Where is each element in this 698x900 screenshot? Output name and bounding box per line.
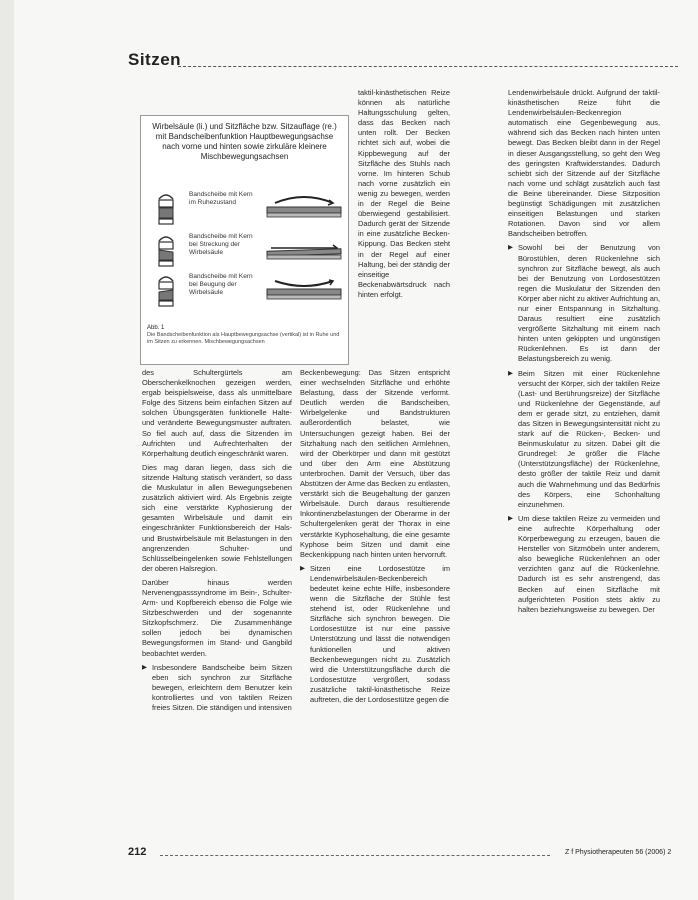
heading-rule xyxy=(178,66,678,67)
figure-row-desc: Bandscheibe mit Kern bei Streckung der Wirbelsäule xyxy=(189,233,253,256)
footer-source: Z f Physiotherapeuten 56 (2006) 2 xyxy=(565,849,672,856)
seat-surface-icon xyxy=(265,193,343,219)
figure-box xyxy=(140,115,349,365)
bullet-paragraph: ▶ Beim Sitzen mit einer Rückenlehne versucht der Körper, sich der taktilen Reize (Last- und Berührungsreize) der Sitzfläche und Rückenlehne der Gegenstände, auf dem er gerade sitzt, zu entziehen, damit das Sitzen in Bewegungsintensität nicht zu stark auf die Rücken-, Becken- und Beinmuskulatur zu sitzen. Dabei gilt die Grundregel: Je größer die Fläche (Unterstützungsfläche) der Rückenlehne, desto größer der taktile Reiz und damit auch die Wahrnehmung und das Bedürfnis des Körpers, eine Schonhaltung einzunehmen. xyxy=(508,369,660,510)
seat-surface-icon xyxy=(265,235,343,261)
figure-note: Die Bandscheibenfunktion als Hauptbewegungsachse (vertikal) ist in Ruhe und im Sitzen zu erkennen. Mischbewegungsachsen xyxy=(147,332,340,345)
spine-icon xyxy=(155,233,177,267)
figure-row-desc: Bandscheibe mit Kern im Ruhezustand xyxy=(189,191,253,206)
paragraph: Beckenbewegung: Das Sitzen entspricht einer wechselnden Sitzfläche und erhöhte Belastung, dass der Sitzende verformt. Deutlich werden die Bandscheiben, Wirbelgelenke und Bandstrukturen außerordentlich belastet, wie Untersuchungen gezeigt haben. Bei der Sitzhaltung nach den seitlichen Armlehnen, wird der Oberkörper und dann mit gestützt und über den Arm eine Abstützung unterbrochen. Damit der Versuch, über das Abstützen der Arme das Becken zu entlasten, verstärkt sich die Beugehaltung der ganzen Wirbelsäule. Durch daraus resultierende Inkontinenzbelastungen der Oberarme in der Schultergelenken gerät der Thorax in eine verstärkte Kyphosehaltung, die eine gesamte Kyphose beim Sitzen und damit eine Beckenkippung nach hinten unten hervorruft. xyxy=(300,368,450,559)
paragraph: Lendenwirbelsäule drückt. Aufgrund der taktil-kinästhetischen Reize führt die Lendenwirbelsäulen-Beckenregion automatisch eine Gegenbewegung aus, während sich das Becken nach hinten unten bewegt. Das Becken bleibt dann in der Regel in dieser Ausgangsstellung, so geht den Weg des geringsten Kraftwiderstandes. Dadurch schiebt sich der Sitzende auf der Sitzfläche nach vorne und schlägt zusätzlich auch fast die Beine übereinander. Diese Sitzposition begünstigt Schädigungen mit zusätzlichen einseitigen Belastungen und starken Rotationen. Davon sind vor allem Bandscheiben betroffen. xyxy=(508,88,660,239)
bullet-paragraph: ▶ Sowohl bei der Benutzung von Bürostühlen, deren Rückenlehne sich synchron zur Sitzfläche bewegt, als auch bei der Benutzung von Lordosestützen regen die Muskulatur der Sitzenden den Körper aber nicht zu aktiver Aufrichtung an, nur einer Entspannung in Sitzhaltung. Daraus resultiert eine zusätzlich vergrößerte Sitzhaltung mit einem nach hinten unten gekippten und ungünstigen Rückenlehnen. Es ist dann der Belastungsbereich zu wenig. xyxy=(508,243,660,364)
paragraph: Darüber hinaus werden Nervenengpasssyndrome im Bein-, Schulter-Arm- und Kopfbereich ebenso die Folge wie Sitzbeschwerden und der sogenannte Sitzkopfschmerz. Die Zusammenhänge sollen jedoch bei dynamischen Bewegungsformen im Stand- und Gangbild beobachtet werden. xyxy=(142,577,292,658)
footer-rule xyxy=(160,855,550,856)
scan-edge xyxy=(0,0,14,900)
text-column-middle xyxy=(300,368,450,709)
text-column-right xyxy=(508,88,660,619)
figure-row xyxy=(147,273,342,313)
bullet-paragraph: ▶ Um diese taktilen Reize zu vermeiden und eine aufrechte Körperhaltung oder Körperbewegung zu erzeugen, bauen die Hersteller von Sitzmöbeln unter anderem, also bewegliche Rückenlehnen an oder verzichten ganz auf die Rückenlehne. Dadurch ist es sehr anstrengend, das Becken auf einen Sitzfläche mit aufgerichteten Position stets aktiv zu halten beziehungsweise zu bewegen. Der xyxy=(508,514,660,615)
figure-title: Wirbelsäule (li.) und Sitzfläche bzw. Sitzauflage (re.) mit Bandscheibenfunktion Hauptbewegungsachse nach vorne und hinten sowie zirkuläre kleinere Mischbewegungsachsen xyxy=(152,122,337,161)
bullet-paragraph: ▶ Insbesondere Bandscheibe beim Sitzen eben sich synchron zur Sitzfläche bewegen, erleichtern dem Benutzer kein kontrolliertes und von taktilen Reizen freies Sitzen. Die ständigen und intensiven xyxy=(142,663,292,713)
figure-row xyxy=(147,233,342,273)
paragraph: Dies mag daran liegen, dass sich die sitzende Haltung statisch verändert, so dass die Muskulatur in allen Bewegungsebenen zusätzlich aktiviert wird. Als Ergebnis zeigte sich eine verstärkte Kyphosierung der gesamten Wirbelsäule und damit ein eingeschränkter Funktionsbereich der Hals- und Brustwirbelsäule mit Belastungen in den angrenzenden Schulter- und Schlüsselbeingelenken sowie Fehlstellungen der oberen Halsregion. xyxy=(142,462,292,573)
paragraph: taktil-kinästhetischen Reize können als natürliche Haltungsschulung gelten, dass das Becken nach unten rollt. Der Becken richtet sich auf, wobei die Kippbewegung auf der Sitzfläche des Stuhls nach vorne. Im hinteren Schub nach vorne zusätzlich ein wenig zu bewegen, werden in der Regel die Beine überwiegend gestabilisiert. Dadurch gerät der Sitzende in eine zusätzliche Becken-Kippung. Das Becken steht in der Regel auf einer Haltung, bei der ständig der einseitige Beckenabwärtsdruck nach hinten erfolgt. xyxy=(358,88,450,299)
seat-surface-icon xyxy=(265,275,343,301)
page-heading: Sitzen xyxy=(128,50,182,69)
bullet-paragraph: ▶ Sitzen eine Lordosestütze im Lendenwirbelsäulen-Beckenbereich bedeutet keine echte Hilfe, insbesondere wenn die Sitzfläche der Stühle fest stehend ist, oder Rückenlehne und Sitzfläche sich synchron bewegen. Die Lordosestütze ist nur eine passive Unterstützung und lässt die notwendigen funktionellen und aktiven Beckenbewegungen nicht zu. Zusätzlich wird die Unterstützungsfläche durch die Lordosestütze vergrößert, sodass zusätzliche taktil-kinästhetische Reize auftreten, die der Lordosestütze gegen die xyxy=(300,564,450,705)
figure-row xyxy=(147,191,342,231)
paragraph: des Schultergürtels am Oberschenkelknochen gezeigen werden, ergab beispielsweise, dass als unmittelbare Folge des Sitzens beim einfachen Sitzen auf solchen Übungsgeräten funktionelle Halte- und veränderte Bewegungsmuster auftraten. So fiel auch auf, dass die Sitzenden im Aufrichten und Aufrechterhalten der Körperhaltung deutlich eingeschränkt waren. xyxy=(142,368,292,458)
spine-icon xyxy=(155,191,177,225)
spine-icon xyxy=(155,273,177,307)
page-number: 212 xyxy=(128,846,147,858)
text-column-middle-top xyxy=(358,88,450,304)
text-column-left xyxy=(142,368,292,717)
figure-row-desc: Bandscheibe mit Kern bei Beugung der Wirbelsäule xyxy=(189,273,253,296)
figure-label: Abb. 1 xyxy=(147,325,165,331)
